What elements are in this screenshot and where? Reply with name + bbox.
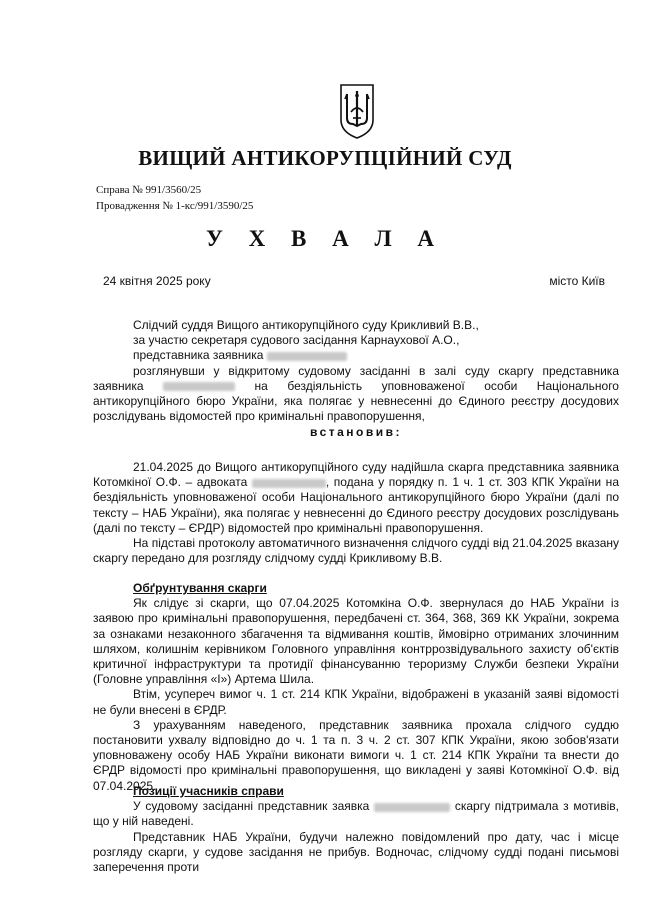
established-heading: встановив: bbox=[309, 425, 402, 440]
facts-block bbox=[93, 460, 619, 566]
positions-section bbox=[93, 784, 619, 875]
document-date: 24 квітня 2025 року bbox=[103, 274, 211, 288]
facts-paragraph-1 bbox=[93, 460, 619, 536]
redacted-name bbox=[267, 352, 347, 361]
intro-judge-line: Слідчий суддя Вищого антикорупційного суду Крикливий В.В., bbox=[133, 318, 479, 332]
facts-paragraph-1-b: , подана у порядку п. 1 ч. 1 ст. 303 КПК України на бездіяльність уповноваженої особи Національного антикорупційного бюро України (далі по тексту – НАБ України), яка полягає у невнесенні до Єдиного реєстру досудових розслідувань (далі по тексту – ЄРДР) відомостей про кримінальні правопорушення. bbox=[93, 475, 619, 535]
redacted-name bbox=[374, 803, 450, 812]
complaint-section bbox=[93, 581, 619, 794]
complaint-paragraph-1: Як слідує зі скарги, що 07.04.2025 Котомкіна О.Ф. звернулася до НАБ України із заявою про кримінальні правопорушення, передбачені ст. 364, 368, 369 КК України, зокрема за ознаками незаконного збагачення та відмивання коштів, ймовірно отриманих злочинним шляхом, колишнім керівником Головного управління контррозвідувального захисту об'єктів критичної інфраструктури та протидії фінансуванню тероризму Служби безпеки України (Головне управління «І») Артема Шила. bbox=[93, 596, 619, 687]
positions-paragraph-1-a: У судовому засіданні представник заявка bbox=[133, 799, 370, 814]
positions-paragraph-1-b: скаргу підтримала з мотивів, що у ній наведені. bbox=[93, 799, 619, 829]
positions-paragraph-1 bbox=[93, 799, 619, 829]
intro-block bbox=[93, 318, 619, 441]
court-name: ВИЩИЙ АНТИКОРУПЦІЙНИЙ СУД bbox=[138, 146, 512, 170]
intro-representative-label: представника заявника bbox=[133, 348, 264, 363]
facts-paragraph-1-a: 21.04.2025 до Вищого антикорупційного суду надійшла скарга представника заявника Котомкіної О.Ф. – адвоката bbox=[93, 460, 619, 490]
facts-paragraph-2: На підставі протоколу автоматичного визначення слідчого судді від 21.04.2025 вказану скаргу передано для розгляду слідчому судді Крикливому В.В. bbox=[93, 536, 619, 566]
positions-paragraph-2: Представник НАБ України, будучи належно повідомлений про дату, час і місце розгляду скарги, у судове засідання не прибув. Водночас, слідчому судді подані письмові заперечення проти bbox=[93, 829, 619, 875]
intro-secretary-line: за участю секретаря судового засідання Карнаухової А.О., bbox=[133, 333, 460, 348]
proceeding-number: Провадження № 1-кс/991/3590/25 bbox=[96, 200, 254, 212]
redacted-name bbox=[252, 479, 326, 488]
redacted-name bbox=[163, 382, 235, 391]
intro-paragraph bbox=[93, 364, 619, 425]
case-number: Справа № 991/3560/25 bbox=[96, 184, 202, 196]
document-type: У Х В А Л А bbox=[206, 226, 444, 251]
positions-heading: Позиції учасників справи bbox=[133, 784, 284, 798]
trident-coat-of-arms-icon bbox=[338, 82, 376, 140]
intro-paragraph-b: на бездіяльність уповноваженої особи Національного антикорупційного бюро України, яка полягає у невнесенні до Єдиного реєстру досудових розслідувань відомостей про кримінальні правопорушення, bbox=[93, 378, 619, 424]
complaint-paragraph-3: З урахуванням наведеного, представник заявника прохала слідчого суддю постановити ухвалу відповідно до ч. 1 та п. 3 ч. 2 ст. 307 КПК України, якою зобов'язати уповноважену особу НАБ України виконати вимоги ч. 1 ст. 214 КПК України та внести до ЄРДР відомості про кримінальні правопорушення, що викладені у заяві Котомкіної О.Ф. від 07.04.2025. bbox=[93, 717, 619, 793]
intro-paragraph-a: розглянувши у відкритому судовому засіданні в залі суду скаргу представника заявника bbox=[93, 363, 619, 393]
document-city: місто Київ bbox=[549, 274, 605, 288]
intro-representative-line bbox=[93, 348, 619, 363]
complaint-paragraph-2: Втім, усупереч вимог ч. 1 ст. 214 КПК України, відображені в указаній заяві відомості не були внесені в ЄРДР. bbox=[93, 687, 619, 717]
complaint-heading: Обґрунтування скарги bbox=[133, 581, 267, 595]
